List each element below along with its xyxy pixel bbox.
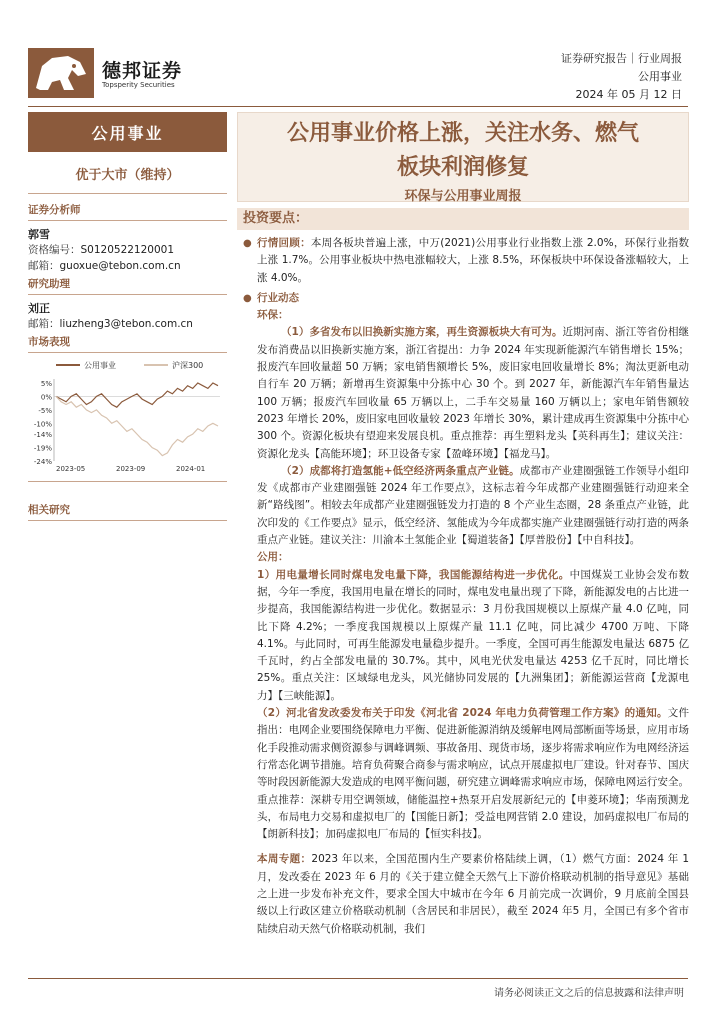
market-review-label: 行情回顾： <box>257 237 311 249</box>
report-meta <box>561 50 682 104</box>
report-title-line2: 板块利润修复 <box>396 155 529 180</box>
bullet-icon: ● <box>243 292 252 304</box>
market-chart-svg <box>28 357 227 475</box>
market-chart <box>28 357 227 475</box>
assistant-name: 刘正 <box>28 302 50 315</box>
brand-logo <box>28 48 193 98</box>
env-item-2 <box>237 463 689 549</box>
legend-label: 沪深300 <box>172 361 204 370</box>
chart-divider <box>28 481 227 482</box>
util-item-2 <box>237 705 689 843</box>
market-review <box>237 235 689 287</box>
market-section-title: 市场表现 <box>28 334 227 353</box>
report-sector: 公用事业 <box>638 70 682 83</box>
analyst-email-label: 邮箱： <box>28 260 60 272</box>
analyst-cert-value: S0120522120001 <box>80 244 175 256</box>
analyst-email <box>28 258 227 274</box>
analyst-name: 郭雪 <box>28 228 50 241</box>
util-label: 公用： <box>257 551 289 564</box>
util-item-2-text: 文件指出：电网企业要围绕保障电力平衡、促进新能源消纳及缓解电网局部断面等场景，应用市场化手段推动需求侧资源参与调峰调频、事故备用、现货市场，逐步将需求响应作为电网经济运行常态化调节措施。培育负荷聚合商参与需求响应，试点开展虚拟电厂建设。针对春节、国庆等时段因新能源大发造成的电网平衡问题，研究建立调峰需求响应市场，保障电网运行安全。重点推荐：深耕专用空调领域，储能温控+热泵开启发展新纪元的【申菱环境】；华南预测龙头，布局电力交易和虚拟电厂的【国能日新】；受益电网营销 2.0 建设，加码虚拟电厂布局的【朗新科技】；加码虚拟电厂布局的【恒实科技】。 <box>257 707 690 841</box>
weekly-topic <box>237 851 689 937</box>
env-item-1-text: 近期河南、浙江等省份相继发布消费品以旧换新实施方案，浙江省提出：力争 2024 年实现新能源汽车销售增长 15%；报废汽车回收量超 50 万辆；家电销售额增长 5%，废旧家电回收量增长 8%；淘汰更新电动自行车 20 万辆；新增再生资源集中分拣中心 30 个。到 2027 年，新能源汽车年销售量达 100 万辆；报废汽车回收量 65 万辆以上，二手车交易量 160 万辆以上；家电年销售额较 2023 年增长 20%，废旧家电回收量较 2023 年增长 30%，累计建成再生资源集中分拣中心 300 个。资源化板块有望迎来发展良机。重点推荐：再生塑料龙头【英科再生】；建议关注：资源化龙头【高能环境】；环卫设备专家【盈峰环境】【福龙马】。 <box>257 326 690 460</box>
title-box <box>237 112 689 202</box>
weekly-topic-label: 本周专题： <box>257 853 312 866</box>
assistant-section-title: 研究助理 <box>28 276 227 295</box>
report-title-line1: 公用事业价格上涨，关注水务、燃气 <box>286 121 639 146</box>
report-subtitle: 环保与公用事业周报 <box>404 189 522 204</box>
industry-news-label: 行业动态 <box>257 291 299 304</box>
rating: 优于大市（维持） <box>75 168 180 183</box>
assistant-email <box>28 316 227 332</box>
series-line <box>56 396 218 455</box>
env-item-2-head: （2）成都将打造氢能+低空经济两条重点产业链。 <box>281 464 520 477</box>
assistant-email-value[interactable]: liuzheng3@tebon.com.cn <box>59 318 193 330</box>
report-title <box>238 117 688 185</box>
report-type: 证券研究报告｜行业周报 <box>561 52 682 65</box>
sector-box: 公用事业 <box>28 112 227 152</box>
util-item-1-text: 中国煤炭工业协会发布数据，今年一季度，我国用电量在增长的同时，煤电发电量出现了下降，新能源发电的占比进一步提高，我国能源结构进一步优化。数据显示：3 月份我国规模以上原煤产量 4.0 亿吨，同比下降 4.2%；一季度我国规模以上原煤产量 11.1 亿吨，同比减少 4700 万吨、下降 4.1%。与此同时，可再生能源发电量稳步提升。一季度，全国可再生能源发电量达 6875 亿千瓦时，约占全部发电量的 30.7%。其中，风电光伏发电量达 4253 亿千瓦时，同比增长 25%。重点关注：区域绿电龙头，风光储协同发展的【九洲集团】；新能源运营商【龙源电力】【三峡能源】。 <box>257 568 690 702</box>
footer-disclaimer: 请务必阅读正文之后的信息披露和法律声明 <box>494 988 684 999</box>
legend-label: 公用事业 <box>84 361 116 370</box>
env-item-1-head: （1）多省发布以旧换新实施方案，再生资源板块大有可为。 <box>281 326 563 339</box>
y-tick-label: -24% <box>33 458 52 466</box>
y-tick-label: -5% <box>38 406 52 415</box>
env-item-1 <box>237 324 689 462</box>
bullet-icon: ● <box>243 238 252 249</box>
report-date: 2024 年 05 月 12 日 <box>575 88 682 101</box>
rating-divider <box>28 193 227 194</box>
analyst-section-title: 证券分析师 <box>28 202 227 221</box>
brand-name-en: Topsperity Securities <box>102 81 175 89</box>
brand-name-cn: 德邦证券 <box>102 60 183 82</box>
investment-highlights-heading: 投资要点： <box>237 208 689 230</box>
env-label: 环保： <box>257 309 289 322</box>
weekly-topic-text: 2023 年以来，全国范围内生产要素价格陆续上调，（1）燃气方面：2024 年 1 月，发改委在 2023 年 6 月的《关于建立健全天然气上下游价格联动机制的指导意见》基础之上进一步发布补充文件，要求全国大中城市在今年 6 月前完成一次调价，9 月底前全国县级以上行政区建立价格联动机制（含居民和非居民），截至 2024 年5 月，全国已有多个省市陆续启动天然气价格联动机制，我们 <box>257 853 689 935</box>
y-tick-label: -10% <box>33 420 52 429</box>
y-tick-label: -19% <box>33 444 52 453</box>
main-content <box>237 112 689 938</box>
series-line <box>56 383 218 407</box>
market-review-text: 本周各板块普遍上涨，中万(2021)公用事业行业指数上涨 2.0%，环保行业指数上涨 1.7%。公用事业板块中热电涨幅较大，上涨 8.5%，环保板块中环保设备涨幅较大，上涨 4.0%。 <box>257 237 689 284</box>
y-tick-label: 5% <box>40 380 52 388</box>
util-item-1-head: 1）用电量增长同时煤电发电量下降，我国能源结构进一步优化。 <box>257 568 570 581</box>
report-body <box>237 235 689 938</box>
related-section-title: 相关研究 <box>28 502 227 521</box>
x-tick-label: 2023-09 <box>116 465 146 473</box>
footer-divider <box>28 978 688 979</box>
analyst-cert-label: 资格编号： <box>28 244 81 256</box>
y-tick-label: 0% <box>40 393 52 402</box>
util-item-1 <box>237 567 689 705</box>
x-tick-label: 2024-01 <box>176 465 206 473</box>
analyst-cert <box>28 242 227 258</box>
y-tick-label: -14% <box>33 431 52 440</box>
bull-logo-icon <box>28 48 94 98</box>
env-item-2-text: 成都市产业建圈强链工作领导小组印发《成都市产业建圈强链 2024 年工作要点》，这标志着今年成都产业建圈强链行动迎来全新“路线图”。相较去年成都产业建圈强链发力打造的 8 个产业生态圈，28 条重点产业链，此次印发的《工作要点》显示，低空经济、氢能成为今年成都实施产业建圈强链行动打造的两条重点产业链。建议关注：川渝本土氢能企业【蜀道装备】【厚普股份】【中自科技】。 <box>257 464 689 547</box>
analyst-email-value[interactable]: guoxue@tebon.com.cn <box>59 260 181 272</box>
industry-news <box>237 290 689 307</box>
header-divider <box>28 106 688 107</box>
sidebar <box>28 112 227 521</box>
util-item-2-head: （2）河北省发改委发布关于印发《河北省 2024 年电力负荷管理工作方案》的通知。 <box>257 707 668 720</box>
x-tick-label: 2023-05 <box>56 465 86 473</box>
assistant-email-label: 邮箱： <box>28 318 60 330</box>
